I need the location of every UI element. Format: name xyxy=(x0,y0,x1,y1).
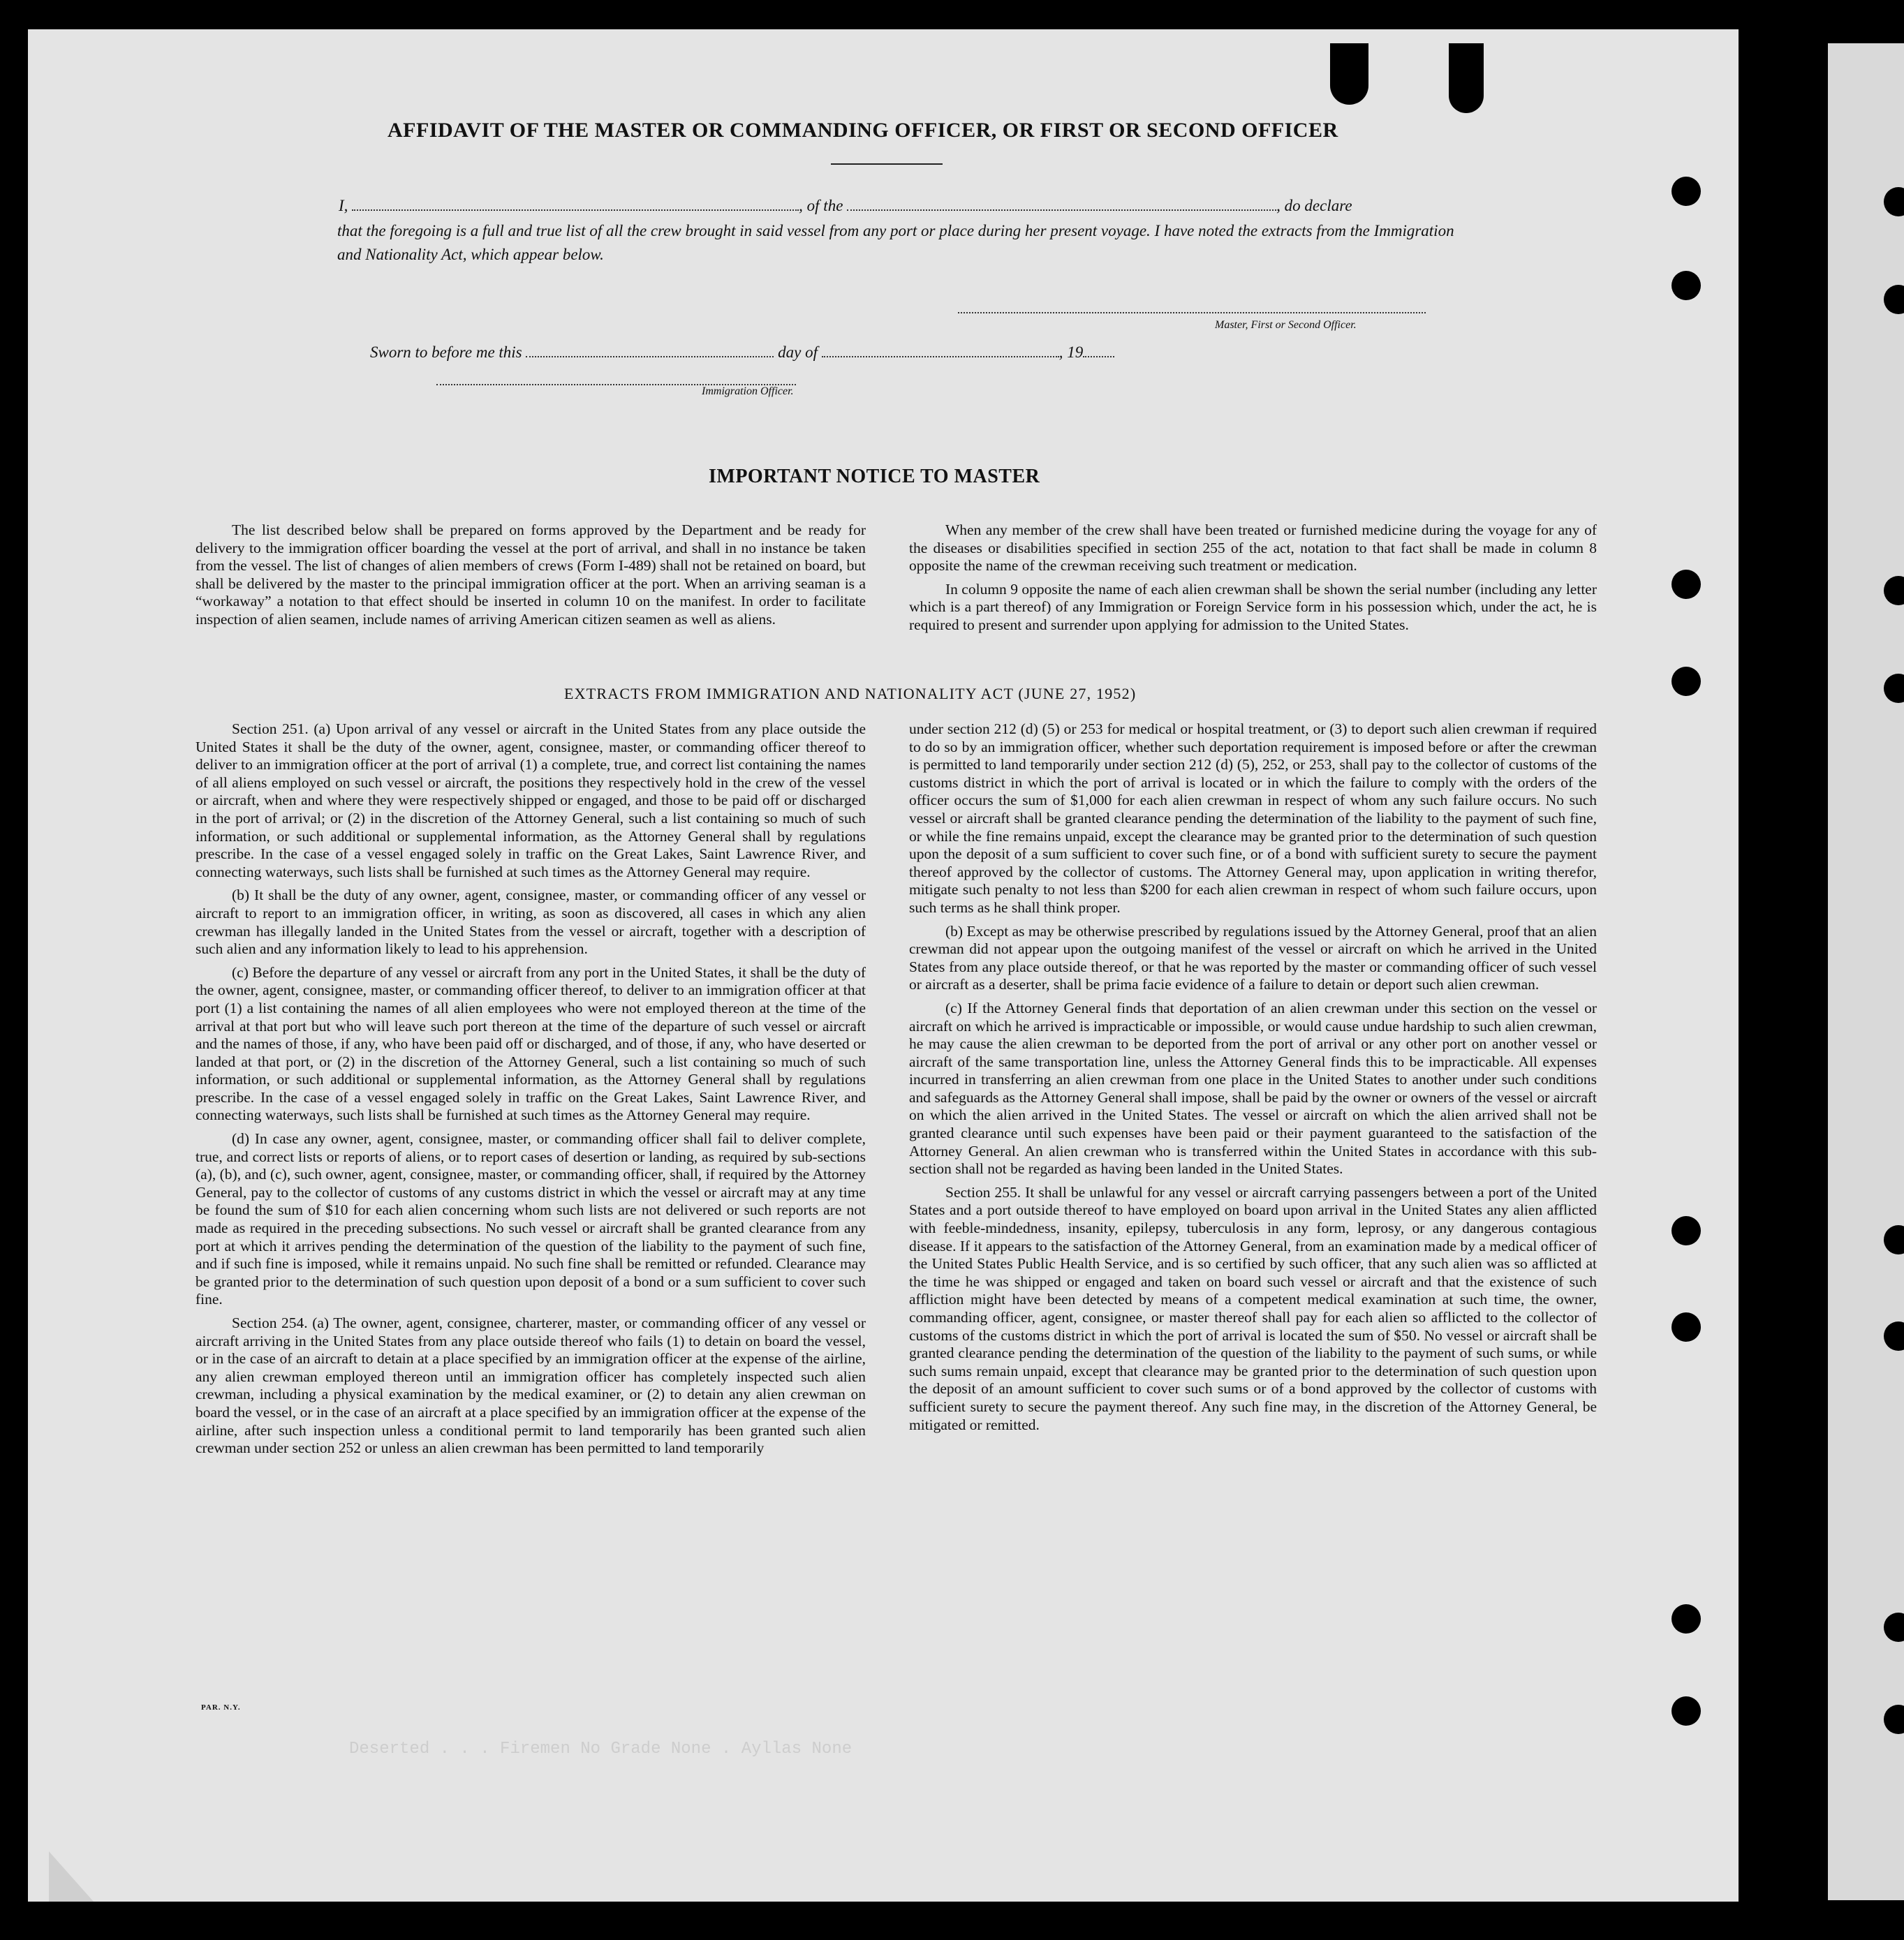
notice-right-column xyxy=(909,521,1597,640)
notice-paragraph: In column 9 opposite the name of each alien crewman shall be shown the serial number (including any letter which is a part thereof) of any Immigration or Foreign Service form in his possession which, under the act, he is required to present and surrender upon applying for admission to the United States. xyxy=(909,580,1597,633)
master-signature-field[interactable] xyxy=(958,312,1426,313)
show-through-text: Deserted . . . Firemen No Grade None . Ayllas None xyxy=(349,1740,853,1758)
sworn-label: Sworn to before me this xyxy=(370,343,522,361)
statute-paragraph: (c) Before the departure of any vessel or aircraft from any port in the United States, it shall be the duty of the owner, agent, consignee, master, or commanding officer thereof, to deliver to an immigration officer at that port (1) a list containing the names of all alien employees who were not employed thereon at the time of the arrival at that port but who will leave such port thereon at the time of the departure of such vessel or aircraft and the names of those, if any, who have been paid off or discharged, and of those, if any, who have deserted or landed at that port, or (2) in the discretion of the Attorney General, such a list containing so much of such information, or such additional or supplemental information, as the Attorney General shall by regulations prescribe. In the case of a vessel engaged solely in traffic on the Great Lakes, Saint Lawrence River, and connecting waterways, such lists shall be furnished at such times as the Attorney General may require. xyxy=(195,963,866,1124)
punch-hole xyxy=(1671,177,1701,206)
affidavit-declaration-line xyxy=(339,197,1352,215)
statute-paragraph: (b) Except as may be otherwise prescribed by regulations issued by the Attorney General, proof that an alien crewman did not appear upon the outgoing manifest of the vessel or aircraft on which he arrived in the United States from any place outside thereof, or that he was reported by the master or commanding officer of such vessel or aircraft as a deserter, shall be prima facie evidence of a failure to detain or deport such alien crewman. xyxy=(909,922,1597,993)
document-page xyxy=(28,29,1739,1902)
year-prefix: , 19 xyxy=(1058,343,1084,361)
binding-notch xyxy=(1449,43,1484,113)
extracts-right-column xyxy=(909,720,1597,1439)
name-field[interactable] xyxy=(352,202,799,211)
extracts-left-column xyxy=(195,720,866,1463)
binding-notch xyxy=(1330,43,1368,105)
folded-corner xyxy=(49,1851,105,1902)
vessel-field[interactable] xyxy=(847,202,1276,211)
punch-hole xyxy=(1671,271,1701,300)
sworn-year-field[interactable] xyxy=(1083,349,1114,357)
label-of-the: , of the xyxy=(799,197,843,214)
punch-hole xyxy=(1671,1312,1701,1342)
statute-paragraph: (c) If the Attorney General finds that deportation of an alien crewman under this section on the vessel or aircraft on which he arrived is impracticable or impossible, or would cause undue hardship to such alien crewman, he may cause the alien crewman to be deported from the port of arrival or any other port on another vessel or aircraft of the same transportation line, unless the Attorney General finds this to be impracticable. All expenses incurred in transferring an alien crewman from one place in the United States to another under such conditions and safeguards as the Attorney General shall impose, shall be paid by the owner or owners of the vessel or aircraft on which the alien arrived in the United States. The vessel or aircraft on which the alien arrived shall not be granted clearance until such expenses have been paid or their payment guaranteed to the satisfaction of the Attorney General. An alien crewman who is transferred within the United States in accordance with this sub-section shall not be regarded as having been landed in the United States. xyxy=(909,999,1597,1178)
notice-title: IMPORTANT NOTICE TO MASTER xyxy=(709,466,1040,487)
sworn-line xyxy=(370,343,1114,362)
statute-paragraph: under section 212 (d) (5) or 253 for medical or hospital treatment, or (3) to deport such alien crewman if required to do so by an immigration officer, whether such deportation requirement is imposed before or after the crewman is permitted to land temporarily under section 212 (d) (5), 252, or 253, shall pay to the collector of customs of the customs district in which the port of arrival is located or in which the failure to comply with the orders of the officer occurs the sum of $1,000 for each alien crewman in respect of whom any such failure occurs. No such vessel or aircraft shall be granted clearance pending the determination of the liability to the payment of such fine, or while the fine remains unpaid, except the clearance may be granted prior to the determination of such question upon the deposit of a sum sufficient to cover such fine, or of a bond with sufficient surety to secure the payment thereof approved by the collector of customs. The Attorney General may, upon application in writing therefor, mitigate such penalty to not less than $200 for each alien crewman in respect of whom such failure occurs, upon such terms as he shall think proper. xyxy=(909,720,1597,916)
punch-hole xyxy=(1671,1696,1701,1726)
statute-paragraph: Section 251. (a) Upon arrival of any vessel or aircraft in the United States from any place outside the United States it shall be the duty of the owner, agent, consignee, master, or commanding officer thereof to deliver to an immigration officer at the port of arrival (1) a complete, true, and correct list containing the names of all aliens employed on such vessel or aircraft, the positions they respectively hold in the crew of the vessel or aircraft, when and where they were respectively shipped or engaged, and those to be paid off or discharged in the port of arrival; or (2) in the discretion of the Attorney General, such a list containing so much of such information, or such additional or supplemental information, as the Attorney General shall by regulations prescribe. In the case of a vessel engaged solely in traffic on the Great Lakes, Saint Lawrence River, and connecting waterways, such lists shall be furnished at such times as the Attorney General may require. xyxy=(195,720,866,880)
label-do-declare: , do declare xyxy=(1276,197,1352,214)
statute-paragraph: (b) It shall be the duty of any owner, agent, consignee, master, or commanding officer of any vessel or aircraft to report to an immigration officer, in writing, as soon as discovered, all cases in which any alien crewman has illegally landed in the United States from the vessel or aircraft, together with a description of such alien and any information likely to lead to his apprehension. xyxy=(195,887,866,958)
sworn-month-field[interactable] xyxy=(822,349,1059,357)
notice-paragraph: When any member of the crew shall have been treated or furnished medicine during the voyage for any of the diseases or disabilities specified in section 255 of the act, notation to that fact shall be made in column 8 opposite the name of the crewman receiving such treatment or medication. xyxy=(909,521,1597,575)
notice-left-column xyxy=(195,521,866,635)
immigration-officer-label: Immigration Officer. xyxy=(702,385,794,397)
form-printer-code: PAR. N.Y. xyxy=(201,1703,241,1712)
punch-hole xyxy=(1671,1604,1701,1634)
statute-paragraph: Section 254. (a) The owner, agent, consignee, charterer, master, or commanding officer of any vessel or aircraft arriving in the United States from any place outside thereof who fails (1) to detain on board the vessel, or in the case of an aircraft to detain at a place specified by an immigration officer at the expense of the airline, any alien crewman employed thereon until an immigration officer has completely inspected such alien crewman, including a physical examination by the medical examiner, or (2) to detain any alien crewman on board the vessel, or in the case of an aircraft at a place specified by an immigration officer at the expense of the airline, after such inspection unless a conditional permit to land temporarily has been granted such alien crewman under section 252 or unless an alien crewman has been permitted to land temporarily xyxy=(195,1315,866,1457)
label-i: I, xyxy=(339,197,348,214)
statute-paragraph: Section 255. It shall be unlawful for any vessel or aircraft carrying passengers between a port of the United States and a port outside thereof to have employed on board upon arrival in the United States any alien afflicted with feeble-mindedness, insanity, epilepsy, tuberculosis in any form, leprosy, or any dangerous contagious disease. If it appears to the satisfaction of the Attorney General, from an examination made by a medical officer of the United States Public Health Service, and is so certified by such officer, that any such alien was so afflicted at the time he was shipped or engaged and taken on board such vessel or aircraft and that the existence of such affliction might have been detected by means of a competent medical examination at such time, the owner, commanding officer, agent, consignee, or master thereof shall pay for each alien so afflicted to the collector of customs of the customs district in which the port of arrival is located the sum of $50. No vessel or aircraft shall be granted clearance pending the determination of the question of the liability to the payment of such sums, or while such sums remain unpaid, except that clearance may be granted prior to the determination of such question upon the deposit of an amount sufficient to cover such sums or of a bond approved by the collector of customs with sufficient surety to secure the payment thereof. Any such fine may, in the discretion of the Attorney General, be mitigated or remitted. xyxy=(909,1183,1597,1433)
sworn-day-field[interactable] xyxy=(526,349,774,357)
punch-hole xyxy=(1671,667,1701,696)
punch-hole xyxy=(1671,1216,1701,1245)
affidavit-title: AFFIDAVIT OF THE MASTER OR COMMANDING OFFICER, OR FIRST OR SECOND OFFICER xyxy=(388,119,1338,142)
title-underline xyxy=(831,163,943,165)
statute-paragraph: (d) In case any owner, agent, consignee, master, or commanding officer shall fail to deliver complete, true, and correct lists or reports of aliens, or to report cases of desertion or landing, as required by sub-sections (a), (b), and (c), such owner, agent, consignee, master, or commanding officer, shall, if required by the Attorney General, pay to the collector of customs of any customs district in which the vessel or aircraft may at any time be found the sum of $10 for each alien concerning whom such lists are not delivered or such reports are not made as required in the preceding subsections. No such vessel or aircraft shall be granted clearance from any port at which it arrives pending the determination of the question of the liability to the payment of such fine, and if such fine is imposed, while it remains unpaid. No such fine shall be remitted or refunded. Clearance may be granted prior to the determination of such question upon deposit of a bond or a sum sufficient to cover such fine. xyxy=(195,1130,866,1308)
punch-hole xyxy=(1671,570,1701,599)
extracts-title: EXTRACTS FROM IMMIGRATION AND NATIONALITY ACT (JUNE 27, 1952) xyxy=(564,685,1137,702)
master-signature-label: Master, First or Second Officer. xyxy=(1215,319,1357,331)
notice-paragraph: The list described below shall be prepared on forms approved by the Department and be ready for delivery to the immigration officer boarding the vessel at the port of arrival, and shall in no instance be taken from the vessel. The list of changes of alien members of crews (Form I-489) shall not be retained on board, but shall be delivered by the master to the principal immigration officer at the port. When an arriving seaman is a “workaway” a notation to that effect should be inserted in column 10 on the manifest. In order to facilitate inspection of alien seamen, include names of arriving American citizen seamen as well as aliens. xyxy=(195,521,866,628)
day-of-label: day of xyxy=(778,343,818,361)
affidavit-statement: that the foregoing is a full and true list of all the crew brought in said vessel from any port or place during her present voyage. I have noted the extracts from the Immigration and Nationality Act, which appear below. xyxy=(337,222,1454,263)
